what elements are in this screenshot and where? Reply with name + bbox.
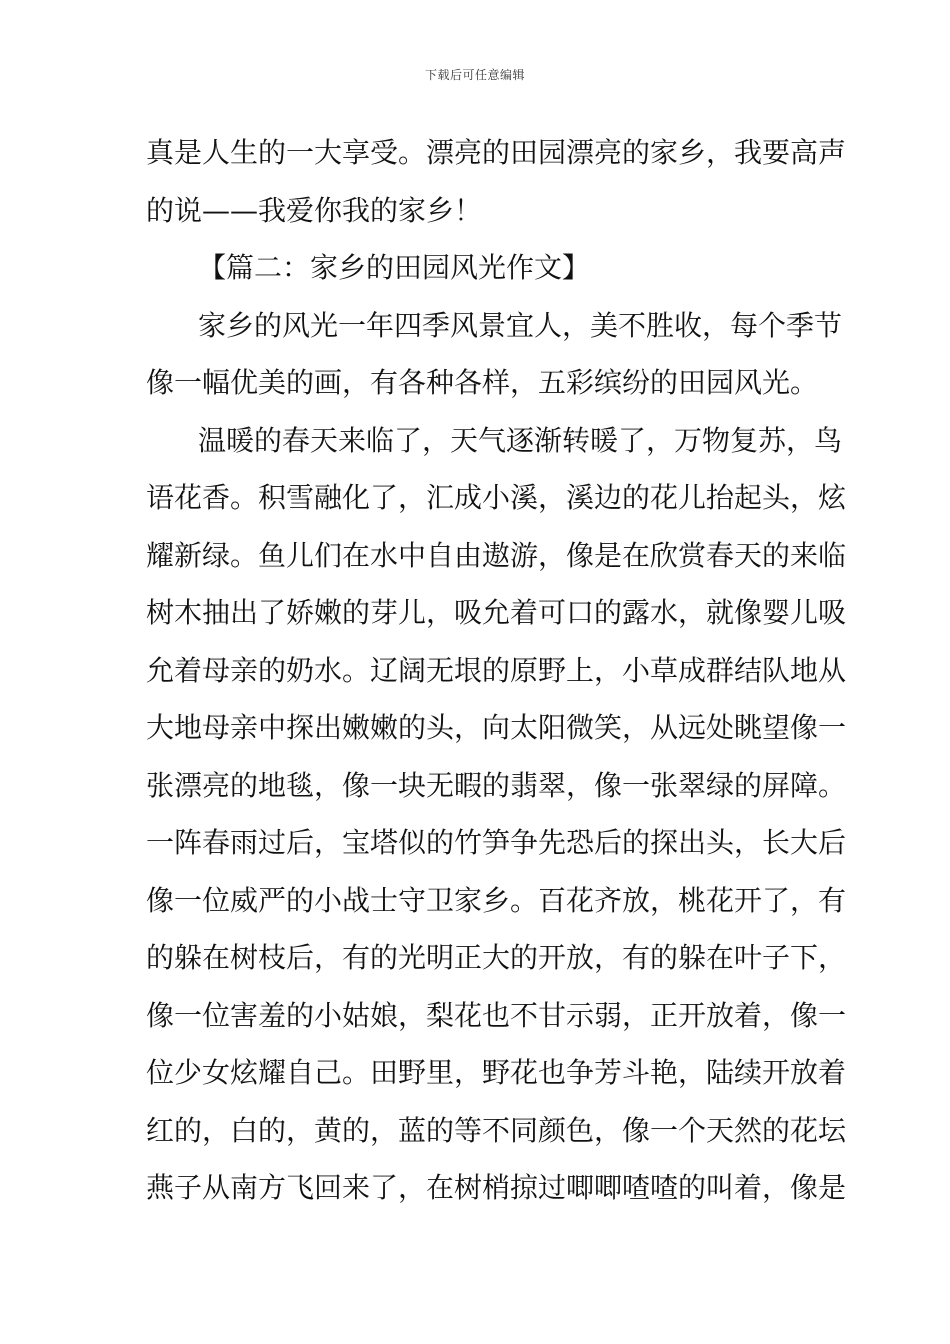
text-line: 像一位害羞的小姑娘，梨花也不甘示弱，正开放着，像一	[146, 998, 847, 1032]
text-line: 燕子从南方飞回来了，在树梢掠过唧唧喳喳的叫着，像是	[146, 1171, 847, 1204]
text-line: 家乡的风光一年四季风景宜人，美不胜收，每个季节	[198, 308, 843, 342]
text-line: 的躲在树枝后，有的光明正大的开放，有的躲在叶子下，	[146, 941, 847, 974]
text-line: 张漂亮的地毯，像一块无暇的翡翠，像一张翠绿的屏障。	[146, 768, 847, 802]
text-line: 树木抽出了娇嫩的芽儿，吸允着可口的露水，就像婴儿吸	[146, 596, 847, 629]
text-line: 语花香。积雪融化了，汇成小溪，溪边的花儿抬起头，炫	[146, 481, 847, 514]
text-line: 的说——我爱你我的家乡！	[146, 193, 483, 227]
text-line: 允着母亲的奶水。辽阔无垠的原野上，小草成群结队地从	[146, 653, 847, 687]
header-note: 下载后可任意编辑	[424, 68, 525, 82]
text-line: 像一位威严的小战士守卫家乡。百花齐放，桃花开了，有	[146, 883, 847, 917]
body-text	[146, 129, 847, 1222]
text-line: 红的，白的，黄的，蓝的等不同颜色，像一个天然的花坛	[146, 1113, 847, 1147]
text-line: 位少女炫耀自己。田野里，野花也争芳斗艳，陆续开放着	[146, 1056, 847, 1089]
section-heading: 【篇二：家乡的田园风光作文】	[198, 251, 591, 284]
text-line: 一阵春雨过后，宝塔似的竹笋争先恐后的探出头，长大后	[146, 826, 847, 859]
text-line: 大地母亲中探出嫩嫩的头，向太阳微笑，从远处眺望像一	[146, 711, 847, 744]
text-line: 像一幅优美的画，有各种各样，五彩缤纷的田园风光。	[146, 366, 819, 399]
text-line: 温暖的春天来临了，天气逐渐转暖了，万物复苏，鸟	[198, 423, 843, 457]
text-line: 真是人生的一大享受。漂亮的田园漂亮的家乡，我要高声	[146, 136, 847, 169]
text-line: 耀新绿。鱼儿们在水中自由遨游，像是在欣赏春天的来临	[146, 538, 847, 572]
